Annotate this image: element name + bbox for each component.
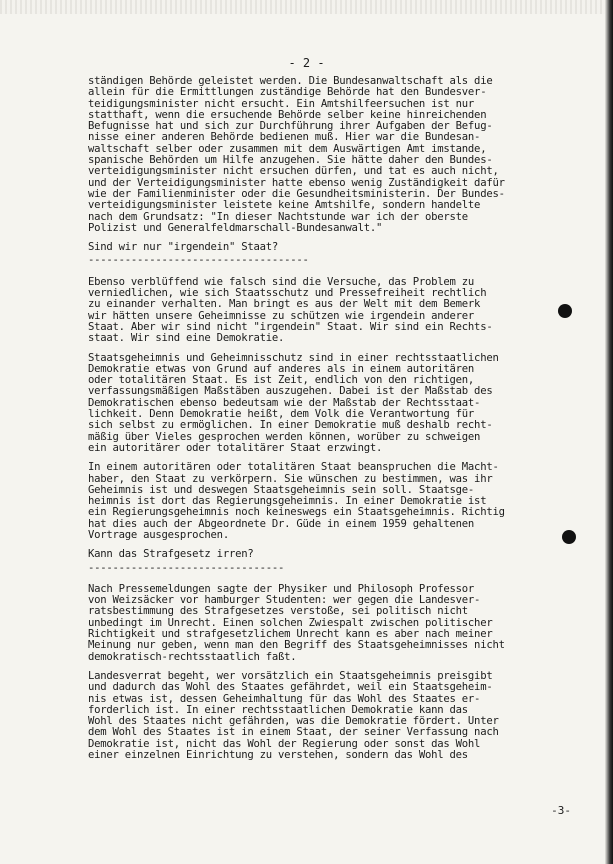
text-line: heimnis ist dort das Regierungsgeheimnis. In einer Demokratie ist xyxy=(88,495,487,508)
text-line: Nach Pressemeldungen sagte der Physiker und Philosoph Professor xyxy=(88,582,475,595)
paragraph xyxy=(88,277,593,345)
text-line: verniedlichen, wie sich Staatsschutz und Pressefreiheit rechtlich xyxy=(88,287,487,300)
text-line: staat. Wir sind eine Demokratie. xyxy=(88,332,285,345)
paragraph-intro xyxy=(88,76,593,234)
paragraph xyxy=(88,462,593,541)
text-line: statthaft, wenn die ersuchende Behörde selber keine hinreichenden xyxy=(88,108,487,121)
text-line: verteidigungsminister nicht ersuchen dürfen, und tat es auch nicht, xyxy=(88,165,499,178)
text-line: nisse einer anderen Behörde bedienen muß. Hier war die Bundesan- xyxy=(88,131,481,144)
text-line: hat dies auch der Abgeordnete Dr. Güde in einem 1959 gehaltenen xyxy=(88,517,475,530)
next-page-marker: -3- xyxy=(551,804,571,817)
scan-right-edge xyxy=(605,0,613,864)
text-line: Meinung nur geben, wenn man den Begriff des Staatsgeheimnisses nicht xyxy=(88,639,505,652)
text-line: nis etwas ist, dessen Geheimhaltung für das Wohl des Staates er- xyxy=(88,692,481,705)
text-line: Geheimnis ist und deswegen Staatsgeheimnis sein soll. Staatsge- xyxy=(88,483,475,496)
text-line: wie der Familienminister oder die Gesundheitsministerin. Der Bundes- xyxy=(88,187,505,200)
text-line: ein autoritärer oder totalitärer Staat erzwingt. xyxy=(88,441,383,454)
text-line: spanische Behörden um Hilfe anzugehen. Sie hätte daher den Bundes- xyxy=(88,154,493,167)
text-line: waltschaft selber oder zusammen mit dem Auswärtigen Amt imstande, xyxy=(88,142,487,155)
text-line: von Weizsäcker vor hamburger Studenten: wer gegen die Landesver- xyxy=(88,594,481,607)
paragraph xyxy=(88,353,593,455)
paragraph xyxy=(88,584,593,663)
text-line: mäßig über Vieles gesprochen werden können, worüber zu schweigen xyxy=(88,430,481,443)
text-line: ratsbestimmung des Strafgesetzes verstoße, sei politisch nicht xyxy=(88,605,468,618)
punch-hole xyxy=(562,530,576,544)
text-line: Ebenso verblüffend wie falsch sind die Versuche, das Problem zu xyxy=(88,275,475,288)
text-line: Polizist und Generalfeldmarschall-Bundesanwalt." xyxy=(88,221,383,234)
text-line: ein Regierungsgeheimnis noch keineswegs ein Staatsgeheimnis. Richtig xyxy=(88,506,505,519)
text-line: Demokratie ist, nicht das Wohl der Regierung oder sonst das Wohl xyxy=(88,737,481,750)
text-line: dem Wohl des Staates ist in einem Staat, der seiner Verfassung nach xyxy=(88,726,499,739)
text-line: Demokratie etwas von Grund auf anderes als in einem autoritären xyxy=(88,362,475,375)
text-line: unbedingt im Unrecht. Einen solchen Zwiespalt zwischen politischer xyxy=(88,616,493,629)
text-line: und dadurch das Wohl des Staates gefährdet, weil ein Staatsgeheim- xyxy=(88,681,493,694)
text-line: und der Verteidigungsminister hatte ebenso wenig Zuständigkeit dafür xyxy=(88,176,505,189)
text-line: wir hätten unsere Geheimnisse zu schützen wie irgendein anderer xyxy=(88,309,475,322)
text-line: Befugnisse hat und sich zur Durchführung ihrer Aufgaben der Befug- xyxy=(88,120,493,133)
text-line: haber, den Staat zu verkörpern. Sie wünschen zu bestimmen, was ihr xyxy=(88,472,493,485)
document-body xyxy=(88,76,593,769)
section-heading-underline: -------------------------------- xyxy=(88,561,285,574)
section-heading: Kann das Strafgesetz irren? xyxy=(88,548,254,561)
text-line: Landesverrat begeht, wer vorsätzlich ein Staatsgeheimnis preisgibt xyxy=(88,669,493,682)
text-line: Vortrage ausgesprochen. xyxy=(88,528,229,541)
text-line: einer einzelnen Einrichtung zu verstehen, sondern das Wohl des xyxy=(88,749,468,762)
paragraph xyxy=(88,671,593,761)
text-line: oder totalitären Staat. Es ist Zeit, endlich von den richtigen, xyxy=(88,374,475,387)
scan-top-edge xyxy=(0,0,613,14)
text-line: Staat. Aber wir sind nicht "irgendein" Staat. Wir sind ein Rechts- xyxy=(88,320,493,333)
text-line: ständigen Behörde geleistet werden. Die Bundesanwaltschaft als die xyxy=(88,75,493,87)
text-line: zu einander verhalten. Man bringt es aus der Welt mit dem Bemerk xyxy=(88,298,481,311)
text-line: forderlich ist. In einer rechtsstaatlichen Demokratie kann das xyxy=(88,703,468,716)
text-line: verfassungsmäßigen Maßstäben auszugehen. Dabei ist der Maßstab des xyxy=(88,385,493,398)
text-line: demokratisch-rechtsstaatlich faßt. xyxy=(88,650,297,663)
section-heading: Sind wir nur "irgendein" Staat? xyxy=(88,241,278,254)
text-line: sich selbst zu ermöglichen. In einer Demokratie muß deshalb recht- xyxy=(88,419,493,432)
text-line: In einem autoritären oder totalitären Staat beanspruchen die Macht- xyxy=(88,461,499,474)
text-line: allein für die Ermittlungen zuständige Behörde hat den Bundesver- xyxy=(88,86,487,99)
page-number: - 2 - xyxy=(288,56,325,70)
section-strafgesetz xyxy=(88,549,593,761)
text-line: nach dem Grundsatz: "In dieser Nachtstunde war ich der oberste xyxy=(88,210,468,223)
text-line: Staatsgeheimnis und Geheimnisschutz sind in einer rechtsstaatlichen xyxy=(88,351,499,364)
text-line: Demokratischen ebenso bedeutsam wie der Maßstab der Rechtsstaat- xyxy=(88,396,481,409)
text-line: teidigungsminister nicht ersucht. Ein Amtshilfeersuchen ist nur xyxy=(88,97,475,110)
text-line: verteidigungsminister leistete keine Amtshilfe, sondern handelte xyxy=(88,199,481,212)
text-line: Wohl des Staates nicht gefährden, was die Demokratie fördert. Unter xyxy=(88,715,499,728)
section-irgendein-staat xyxy=(88,242,593,541)
text-line: lichkeit. Denn Demokratie heißt, dem Volk die Verantwortung für xyxy=(88,408,475,421)
text-line: Richtigkeit und strafgesetzlichem Unrecht kann es aber nach meiner xyxy=(88,628,493,641)
punch-hole xyxy=(558,304,572,318)
section-heading-underline: ------------------------------------ xyxy=(88,254,309,267)
